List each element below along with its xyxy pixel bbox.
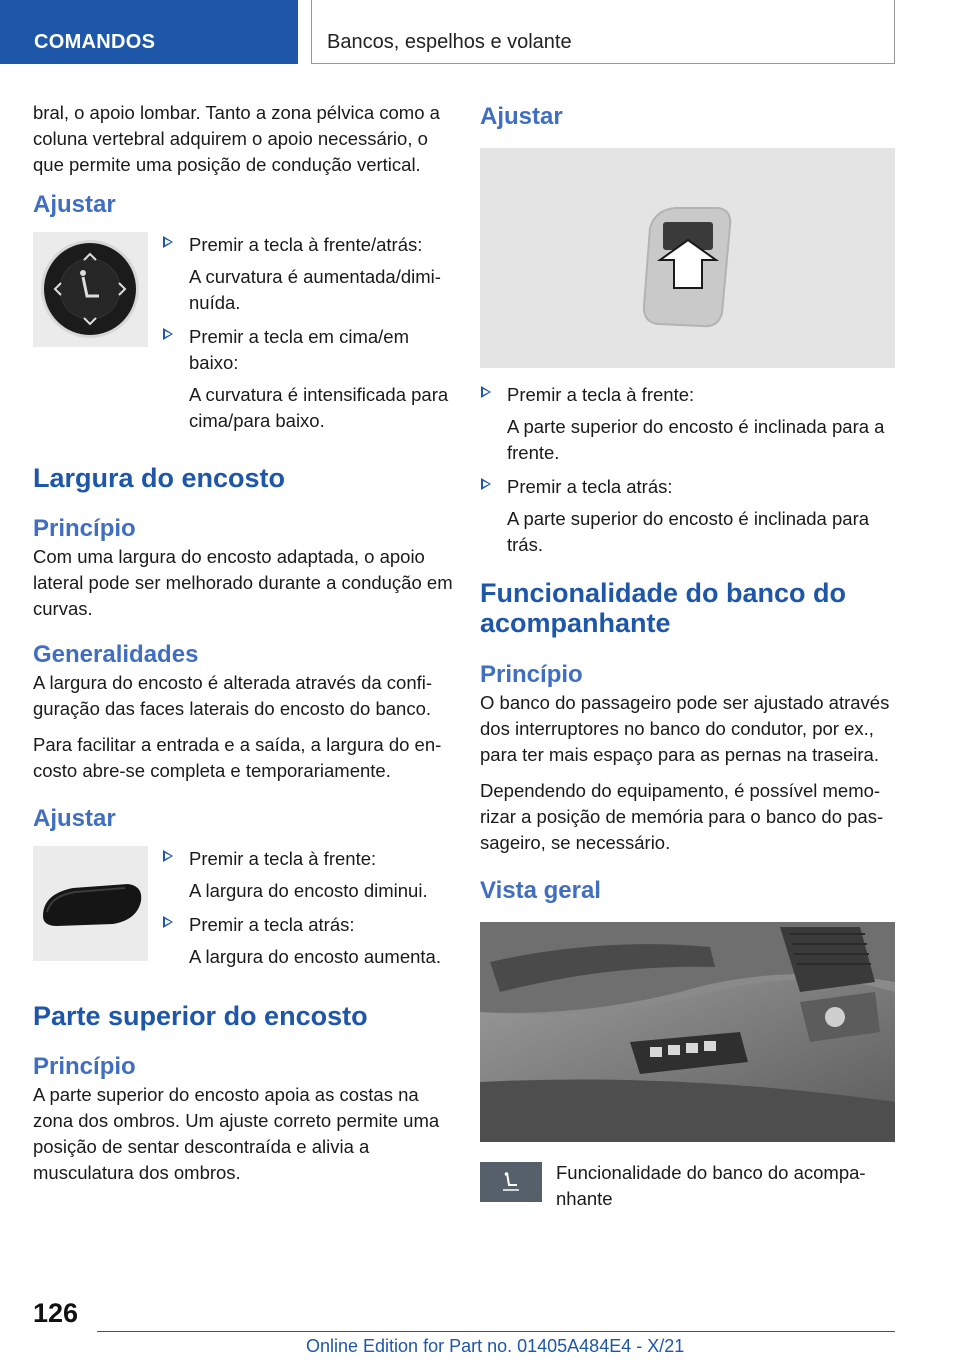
lumbar-adjust-heading: Ajustar [33, 191, 116, 218]
right-column [480, 100, 900, 1212]
door-panel-icon [480, 922, 895, 1142]
list-item [162, 912, 453, 970]
left-column [33, 100, 453, 1196]
passenger-principle-heading: Princípio [480, 661, 583, 688]
lumbar-switch-icon [33, 232, 148, 347]
edition-text: Online Edition for Part no. 01405A484E4 - X/21 [306, 1336, 685, 1356]
section-tab [0, 0, 298, 64]
backrest-switch-icon [480, 148, 895, 368]
step-action: Premir a tecla à frente: [189, 848, 377, 869]
lumbar-steps [162, 232, 453, 442]
upper-principle-text: A parte superior do encosto apoia as costas na zona dos ombros. Um ajuste correto permite uma posição de sentar descontraída e alivia a musculatura dos ombros. [33, 1084, 440, 1183]
triangle-bullet-icon [481, 386, 491, 398]
triangle-bullet-icon [163, 850, 173, 862]
width-general-heading: Generalidades [33, 641, 199, 668]
door-panel-image [480, 922, 895, 1142]
step-result: A curvatura é aumentada/diminuída. [189, 266, 441, 313]
triangle-bullet-icon [163, 328, 173, 340]
step-action: Premir a tecla atrás: [189, 914, 355, 935]
caption-text: Funcionalidade do banco do acompanhante [556, 1162, 866, 1209]
lumbar-control-image [33, 232, 148, 347]
step-result: A largura do encosto aumenta. [189, 946, 441, 967]
triangle-bullet-icon [481, 478, 491, 490]
intro-paragraph: bral, o apoio lombar. Tanto a zona pélvica como a coluna vertebral adquirem o apoio necessário, o que permite uma posição de condução vertical. [33, 102, 440, 175]
overview-heading: Vista geral [480, 877, 601, 904]
width-general-p2: Para facilitar a entrada e a saída, a largura do encosto abre-se completa e temporariamente. [33, 734, 442, 781]
width-principle-text: Com uma largura do encosto adaptada, o apoio lateral pode ser melhorado durante a condução em curvas. [33, 546, 453, 619]
triangle-bullet-icon [163, 236, 173, 248]
passenger-heading: Funcionalidade do banco do acompanhante [480, 578, 847, 638]
width-steps [162, 846, 453, 978]
figure-caption [480, 1160, 900, 1212]
footer-divider [97, 1331, 895, 1332]
list-item [162, 846, 453, 904]
upper-adjust-heading: Ajustar [480, 103, 563, 130]
chapter-header [311, 0, 895, 64]
passenger-principle-p2: Dependendo do equipamento, é possível memorizar a posição de memória para o banco do passageiro, se necessário. [480, 780, 884, 853]
width-adjust-block [33, 846, 453, 978]
page-number: 126 [33, 1298, 79, 1328]
width-switch-icon [33, 846, 148, 961]
chapter-title: Bancos, espelhos e volante [327, 31, 572, 53]
width-heading: Largura do encosto [33, 463, 286, 493]
upper-backrest-switch-image [480, 148, 895, 368]
step-result: A curvatura é intensificada para cima/para baixo. [189, 384, 449, 431]
list-item [162, 324, 453, 434]
step-action: Premir a tecla em cima/em baixo: [189, 326, 409, 373]
list-item [480, 382, 900, 466]
list-item [162, 232, 453, 316]
section-label: COMANDOS [34, 31, 156, 53]
width-adjust-heading: Ajustar [33, 805, 116, 832]
upper-steps [480, 382, 900, 558]
width-general-p1: A largura do encosto é alterada através da configuração das faces laterais do encosto do banco. [33, 672, 433, 719]
seat-position-icon [480, 1162, 542, 1202]
upper-heading: Parte superior do encosto [33, 1001, 368, 1031]
lumbar-adjust-block [33, 232, 453, 442]
step-action: Premir a tecla à frente/atrás: [189, 234, 423, 255]
passenger-principle-p1: O banco do passageiro pode ser ajustado através dos interruptores no banco do condutor, por ex., para ter mais espaço para as pernas na traseira. [480, 692, 890, 765]
list-item [480, 474, 900, 558]
upper-principle-heading: Princípio [33, 1053, 136, 1080]
width-control-image [33, 846, 148, 961]
width-principle-heading: Princípio [33, 515, 136, 542]
step-result: A largura do encosto diminui. [189, 880, 428, 901]
triangle-bullet-icon [163, 916, 173, 928]
step-action: Premir a tecla à frente: [507, 384, 695, 405]
step-result: A parte superior do encosto é inclinada para a frente. [507, 416, 885, 463]
step-action: Premir a tecla atrás: [507, 476, 673, 497]
step-result: A parte superior do encosto é inclinada para trás. [507, 508, 870, 555]
